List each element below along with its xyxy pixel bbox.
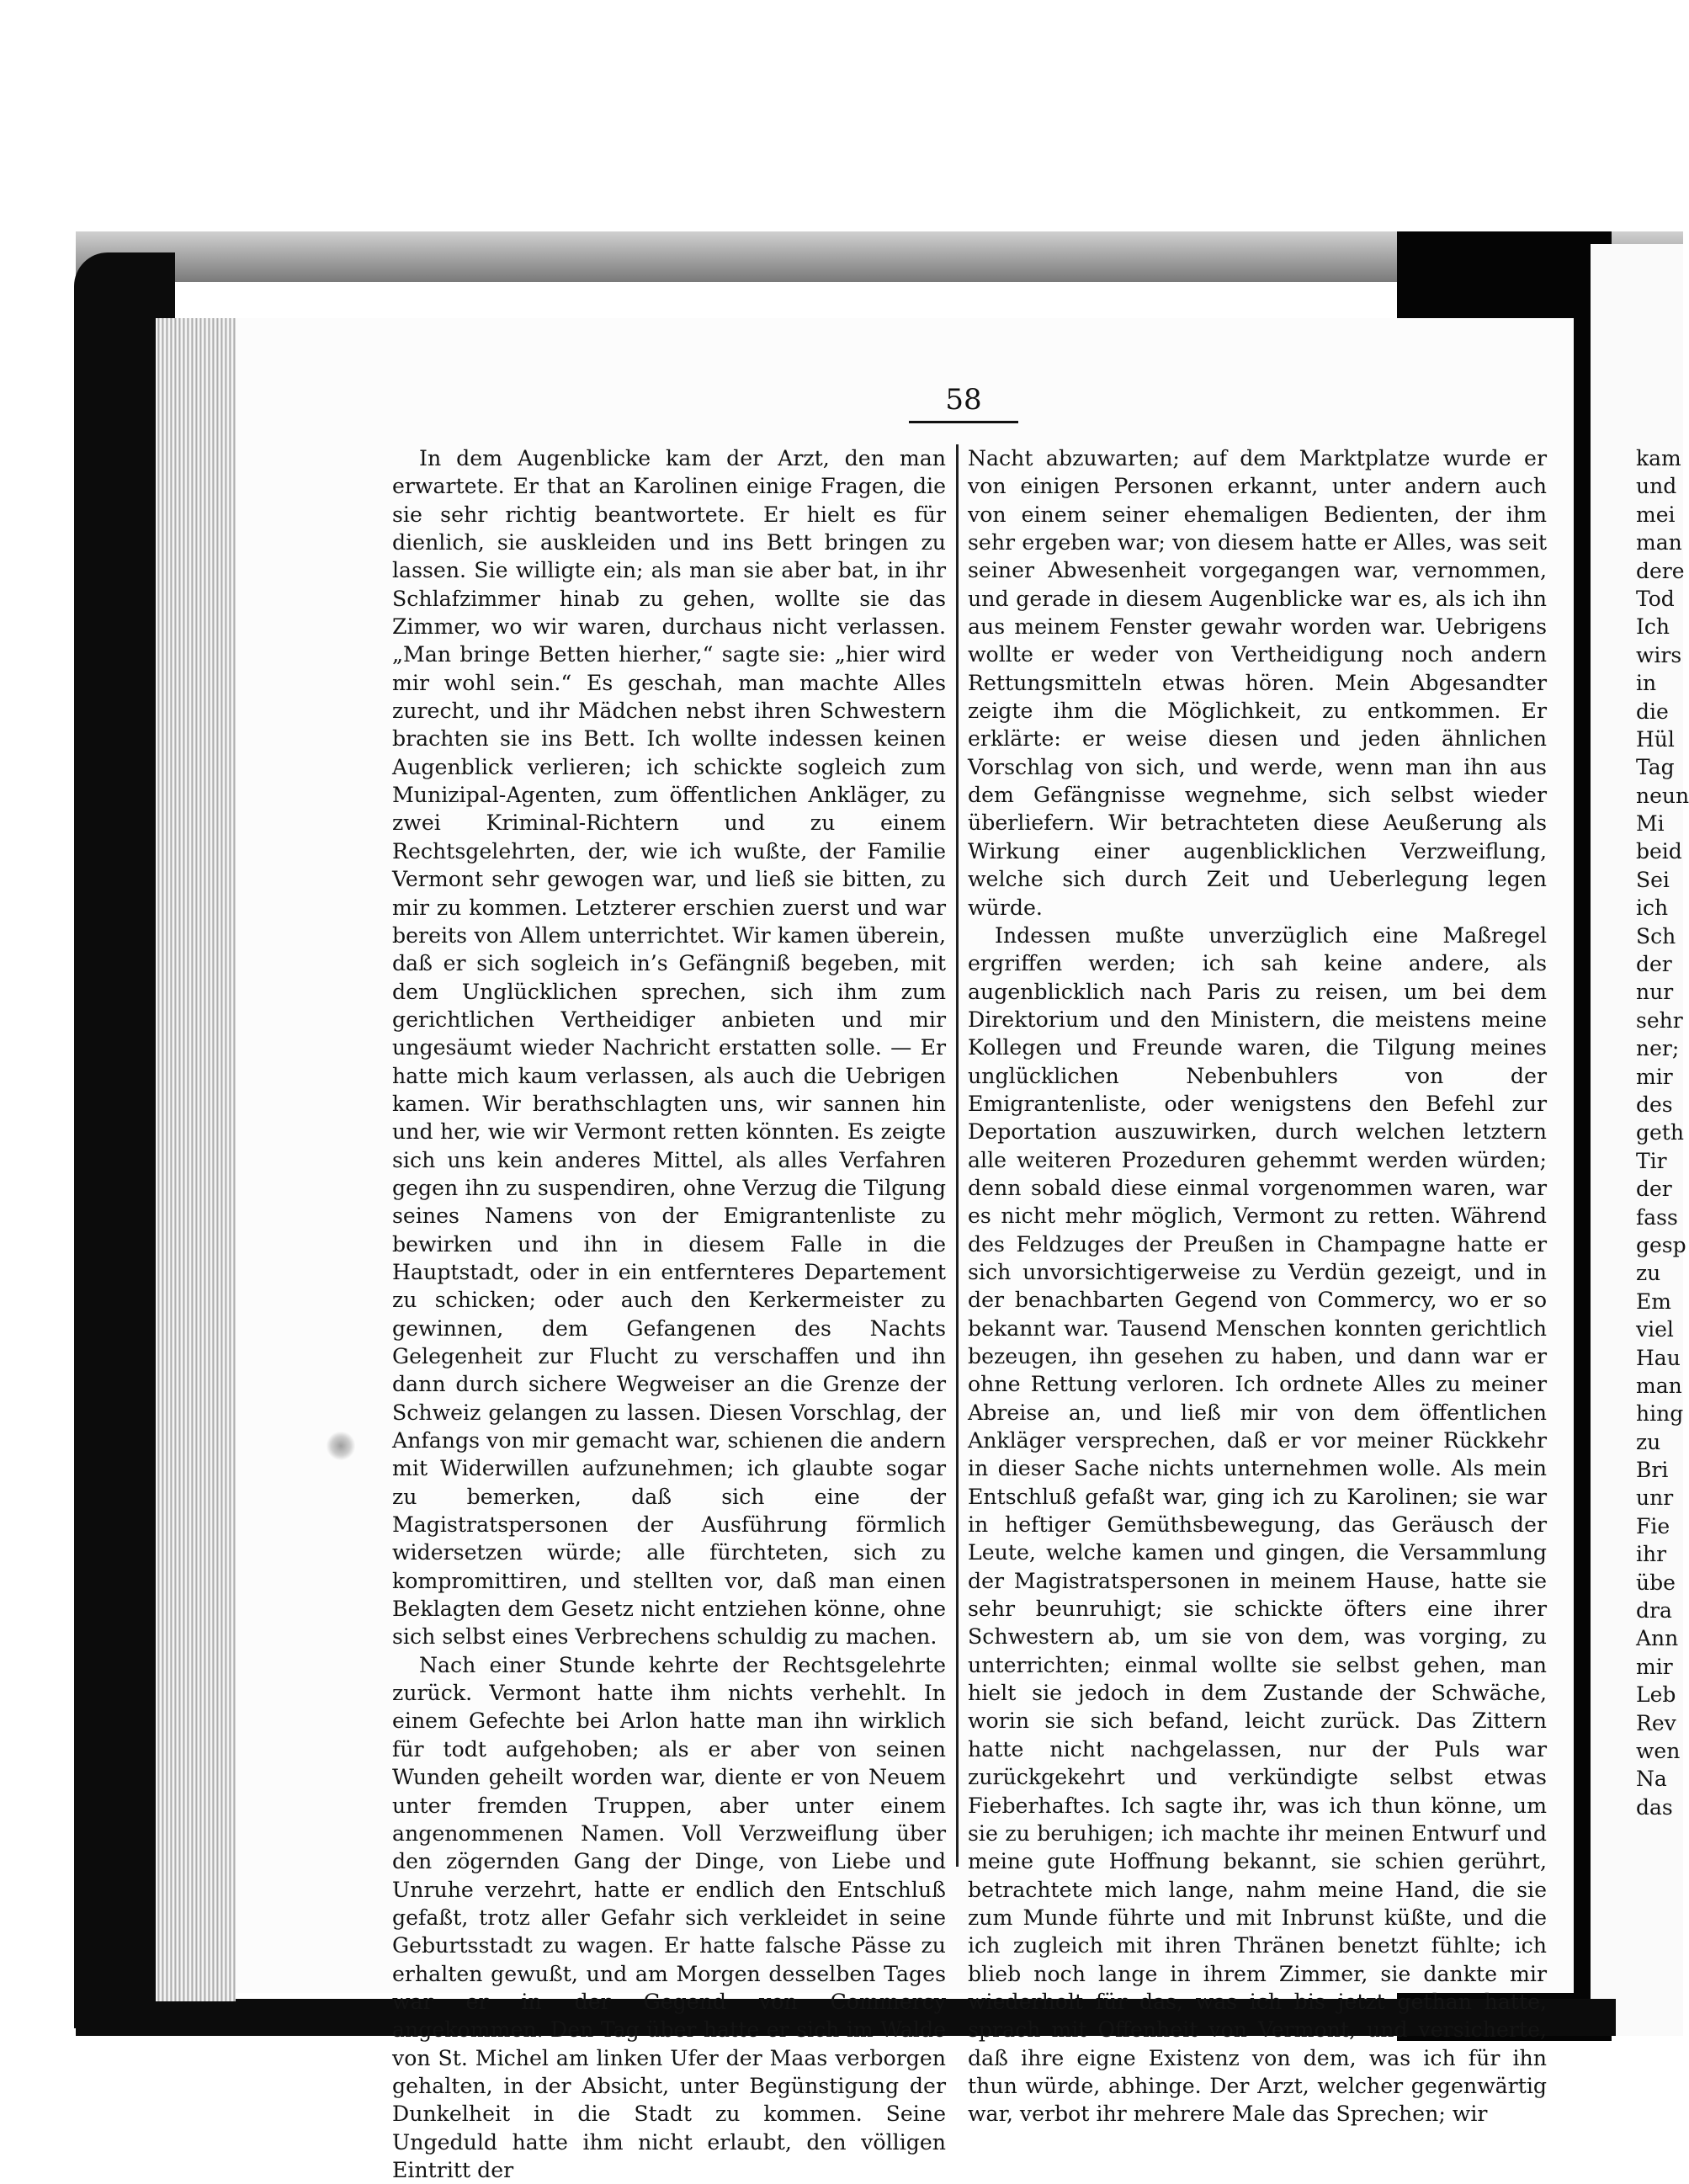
facing-page-fragment: Tag [1636,755,1675,780]
facing-page-fragment: in [1636,671,1657,696]
facing-page-fragment: Hau [1636,1345,1681,1370]
paragraph: Nach einer Stunde kehrte der Rechtsgelehrte zurück. Vermont hatte ihm nichts verhehlt. In einem Gefechte bei Arlon hatte man ihn wirklich für todt aufgehoben; als er aber von seinen Wunden geheilt worden war, diente er von Neuem unter fremden Truppen, aber unter einem angenommenen Namen. Voll Verzweiflung über den zögernden Gang der Dinge, von Liebe und Unruhe verzehrt, hatte er endlich den Entschluß gefaßt, trotz aller Gefahr sich verkleidet in seine Geburtsstadt zu wagen. Er hatte falsche Pässe zu erhalten gewußt, und am Morgen desselben Tages war er in der Gegend von Commercy angekommen. Den Tag über hatte er sich im Walde von St. Michel am linken Ufer der Maas verborgen gehalten, in der Absicht, unter Begünstigung der Dunkelheit in die Stadt zu kommen. Seine Ungeduld hatte ihm nicht erlaubt, den völligen Eintritt der [392,1652,946,2182]
facing-page-fragment: Leb [1636,1682,1676,1708]
facing-page-fragment: mir [1636,1064,1673,1089]
facing-page-fragment: Fie [1636,1513,1670,1538]
facing-page-fragment: und [1636,474,1677,499]
facing-page-fragment: wen [1636,1738,1681,1763]
facing-page-fragment: die [1636,699,1669,724]
facing-page-fragment: ner; [1636,1036,1680,1061]
facing-page-fragment: man [1636,1373,1682,1398]
facing-page-fragment: Sch [1636,923,1676,949]
facing-page-fragment: gesp [1636,1232,1686,1257]
paragraph: In dem Augenblicke kam der Arzt, den man erwartete. Er that an Karolinen einige Fragen, die sie sehr richtig beantwortete. Er hielt es für dienlich, sie auskleiden und ins Bett bringen zu lassen. Sie willigte ein; als man sie aber bat, in ihr Schlafzimmer hinab zu gehen, wollte sie das Zimmer, wo wir waren, durchaus nicht verlassen. „Man bringe Betten hierher,“ sagte sie: „hier wird mir wohl sein.“ Es geschah, man machte Alles zurecht, und ihr Mädchen nebst ihren Schwestern brachten sie ins Bett. Ich wollte indessen keinen Augenblick verlieren; ich schickte sogleich zum Munizipal-Agenten, zum öffentlichen Ankläger, zu zwei Kriminal-Richtern und zu einem Rechtsgelehrten, der, wie ich wußte, der Familie Vermont sehr gewogen war, und ließ sie bitten, zu mir zu kommen. Letzterer erschien zuerst und war bereits von Allem unterrichtet. Wir kamen überein, daß er sich sogleich in’s Gefängniß begeben, mit dem Unglücklichen sprechen, sich ihm zum gerichtlichen Vertheidiger anbieten und mir ungesäumt wieder Nachricht erstatten solle. — Er hatte mich kaum verlassen, als auch die Uebrigen kamen. Wir berathschlagten uns, wir sannen hin und her, wie wir Vermont retten könnten. Es zeigte sich uns kein anderes Mittel, als alles Verfahren gegen ihn zu suspendiren, ohne Verzug die Tilgung seines Namens von der Emigrantenliste zu bewirken und ihn in diesem Falle in die Hauptstadt, oder in ein entfernteres Departement zu schicken; oder auch den Kerkermeister zu gewinnen, dem Gefangenen des Nachts Gelegenheit zur Flucht zu verschaffen und ihn dann durch sichere Wegweiser an die Grenze der Schweiz gelangen zu lassen. Diesen Vorschlag, der Anfangs von mir gemacht war, schienen die andern mit Widerwillen aufzunehmen; ich glaubte sogar zu bemerken, daß sich eine der Magistratspersonen der Ausführung förmlich widersetzen würde; alle fürchteten, sich zu kompromittiren, und stellten vor, daß man einen Beklagten dem Gesetz nicht entziehen könne, ohne sich selbst eines Verbrechens schuldig zu machen. [392,446,946,1650]
facing-page-fragment: Tod [1636,586,1675,611]
paragraph: Nacht abzuwarten; auf dem Marktplatze wurde er von einigen Personen erkannt, unter andern auch von einem seiner ehemaligen Bedienten, der ihm sehr ergeben war; von diesem hatte er Alles, was seit seiner Abwesenheit vorgegangen war, vernommen, und gerade in diesem Augenblicke war es, als ich ihn aus meinem Fenster gewahr worden war. Uebrigens wollte er weder von Vertheidigung noch andern Rettungsmitteln etwas hören. Mein Abgesandter zeigte ihm die Möglichkeit, zu entkommen. Er erklärte: er weise diesen und jeden ähnlichen Vorschlag von sich, und werde, wenn man ihn aus dem Gefängnisse wegnehme, sich selbst wieder überliefern. Wir betrachteten diese Aeußerung als Wirkung einer augenblicklichen Verzweiflung, welche sich durch Zeit und Ueberlegung legen würde. [968,446,1547,920]
facing-page-fragment: mir [1636,1654,1673,1679]
facing-page-fragment: Sei [1636,867,1670,892]
facing-page-fragment: Rev [1636,1710,1676,1735]
page-number: 58 [945,383,982,417]
facing-page-text-fragments [1636,444,1689,1821]
facing-page-fragment: hing [1636,1401,1684,1427]
facing-page-fragment: dere [1636,558,1685,583]
facing-page-fragment: Ann [1636,1626,1679,1651]
facing-page-fragment: der [1636,1177,1672,1202]
facing-page-fragment: ihr [1636,1542,1667,1567]
facing-page-fragment: neun [1636,783,1689,808]
facing-page-fragment: Ich [1636,614,1670,640]
right-text-column [968,444,1547,2128]
facing-page-fragment: nur [1636,980,1674,1005]
facing-page-fragment: Mi [1636,811,1665,837]
facing-page-fragment: übe [1636,1570,1676,1595]
facing-page-fragment: wirs [1636,642,1682,667]
facing-page-fragment: viel [1636,1317,1674,1342]
facing-page-fragment: man [1636,530,1682,555]
scan-smudge [327,1431,355,1461]
page-number-rule [909,421,1018,423]
page-stack-edge [156,318,236,2001]
left-text-column [392,444,946,2184]
facing-page-fragment: geth [1636,1120,1684,1145]
facing-page-fragment: zu [1636,1429,1661,1454]
paragraph: Indessen mußte unverzüglich eine Maßregel ergriffen werden; ich sah keine andere, als augenblicklich nach Paris zu reisen, um bei dem Direktorium und den Ministern, die meistens meine Kollegen und Freunde waren, die Tilgung meines unglücklichen Nebenbuhlers von der Emigrantenliste, oder wenigstens den Befehl zur Deportation auszuwirken, durch welchen letztern alle weiteren Prozeduren gehemmt werden würden; denn sobald diese einmal vorgenommen waren, war es nicht mehr möglich, Vermont zu retten. Während des Feldzuges der Preußen in Champagne hatte er sich unvorsichtigerweise zu Verdün gezeigt, und in der benachbarten Gegend von Commercy, wo er so bekannt war. Tausend Menschen konnten gerichtlich bezeugen, ihn gesehen zu haben, und dann war er ohne Rettung verloren. Ich ordnete Alles zu meiner Abreise an, und ließ mir von dem öffentlichen Ankläger versprechen, daß er vor meiner Rückkehr in dieser Sache nichts unternehmen wolle. Als mein Entschluß gefaßt war, ging ich zu Karolinen; sie war in heftiger Gemüthsbewegung, das Geräusch der Leute, welche kamen und gingen, die Versammlung der Magistratspersonen in meinem Hause, hatte sie sehr beunruhigt; sie schickte öfters eine ihrer Schwestern ab, um sie von dem, was vorging, zu unterrichten; einmal wollte sie selbst gehen, man hielt sie jedoch in dem Zustande der Schwäche, worin sie sich befand, leicht zurück. Das Zittern hatte nicht nachgelassen, nur der Puls war zurückgekehrt und verkündigte selbst etwas Fieberhaftes. Ich sagte ihr, was ich thun könne, um sie zu beruhigen; ich machte ihr meinen Entwurf und meine gute Hoffnung bekannt, sie schien gerührt, betrachtete mich lange, nahm meine Hand, die sie zum Munde führte und mit Inbrunst küßte, und die ich zugleich mit ihren Thränen benetzt fühlte; ich blieb noch lange in ihrem Zimmer, sie dankte mir wiederholt für das, was ich bis jetzt gethan hatte, sprach mit Offenheit von Vermont, und versicherte, daß ihre eigne Existenz von dem, was ich für ihn thun würde, abhinge. Der Arzt, welcher gegenwärtig war, verbot ihr mehrere Male das Sprechen; wir [968,922,1547,2127]
facing-page-fragment: der [1636,952,1672,977]
facing-page-fragment: Tir [1636,1148,1667,1173]
facing-page-fragment: Hül [1636,726,1675,752]
facing-page-fragment: dra [1636,1598,1672,1623]
facing-page-fragment: fass [1636,1204,1678,1230]
facing-page-fragment: Em [1636,1289,1671,1314]
facing-page-fragment: beid [1636,839,1682,864]
facing-page-fragment: mei [1636,502,1676,527]
facing-page-fragment: des [1636,1092,1673,1117]
facing-page-fragment: Na [1636,1767,1667,1792]
facing-page-fragment: Bri [1636,1458,1669,1483]
facing-page-fragment: kam [1636,446,1681,470]
facing-page-fragment: unr [1636,1485,1674,1511]
column-divider [956,444,959,1867]
facing-page-fragment: das [1636,1794,1673,1820]
facing-page-fragment: sehr [1636,1007,1683,1033]
facing-page-fragment: ich [1636,895,1669,921]
facing-page-fragment: zu [1636,1261,1661,1286]
